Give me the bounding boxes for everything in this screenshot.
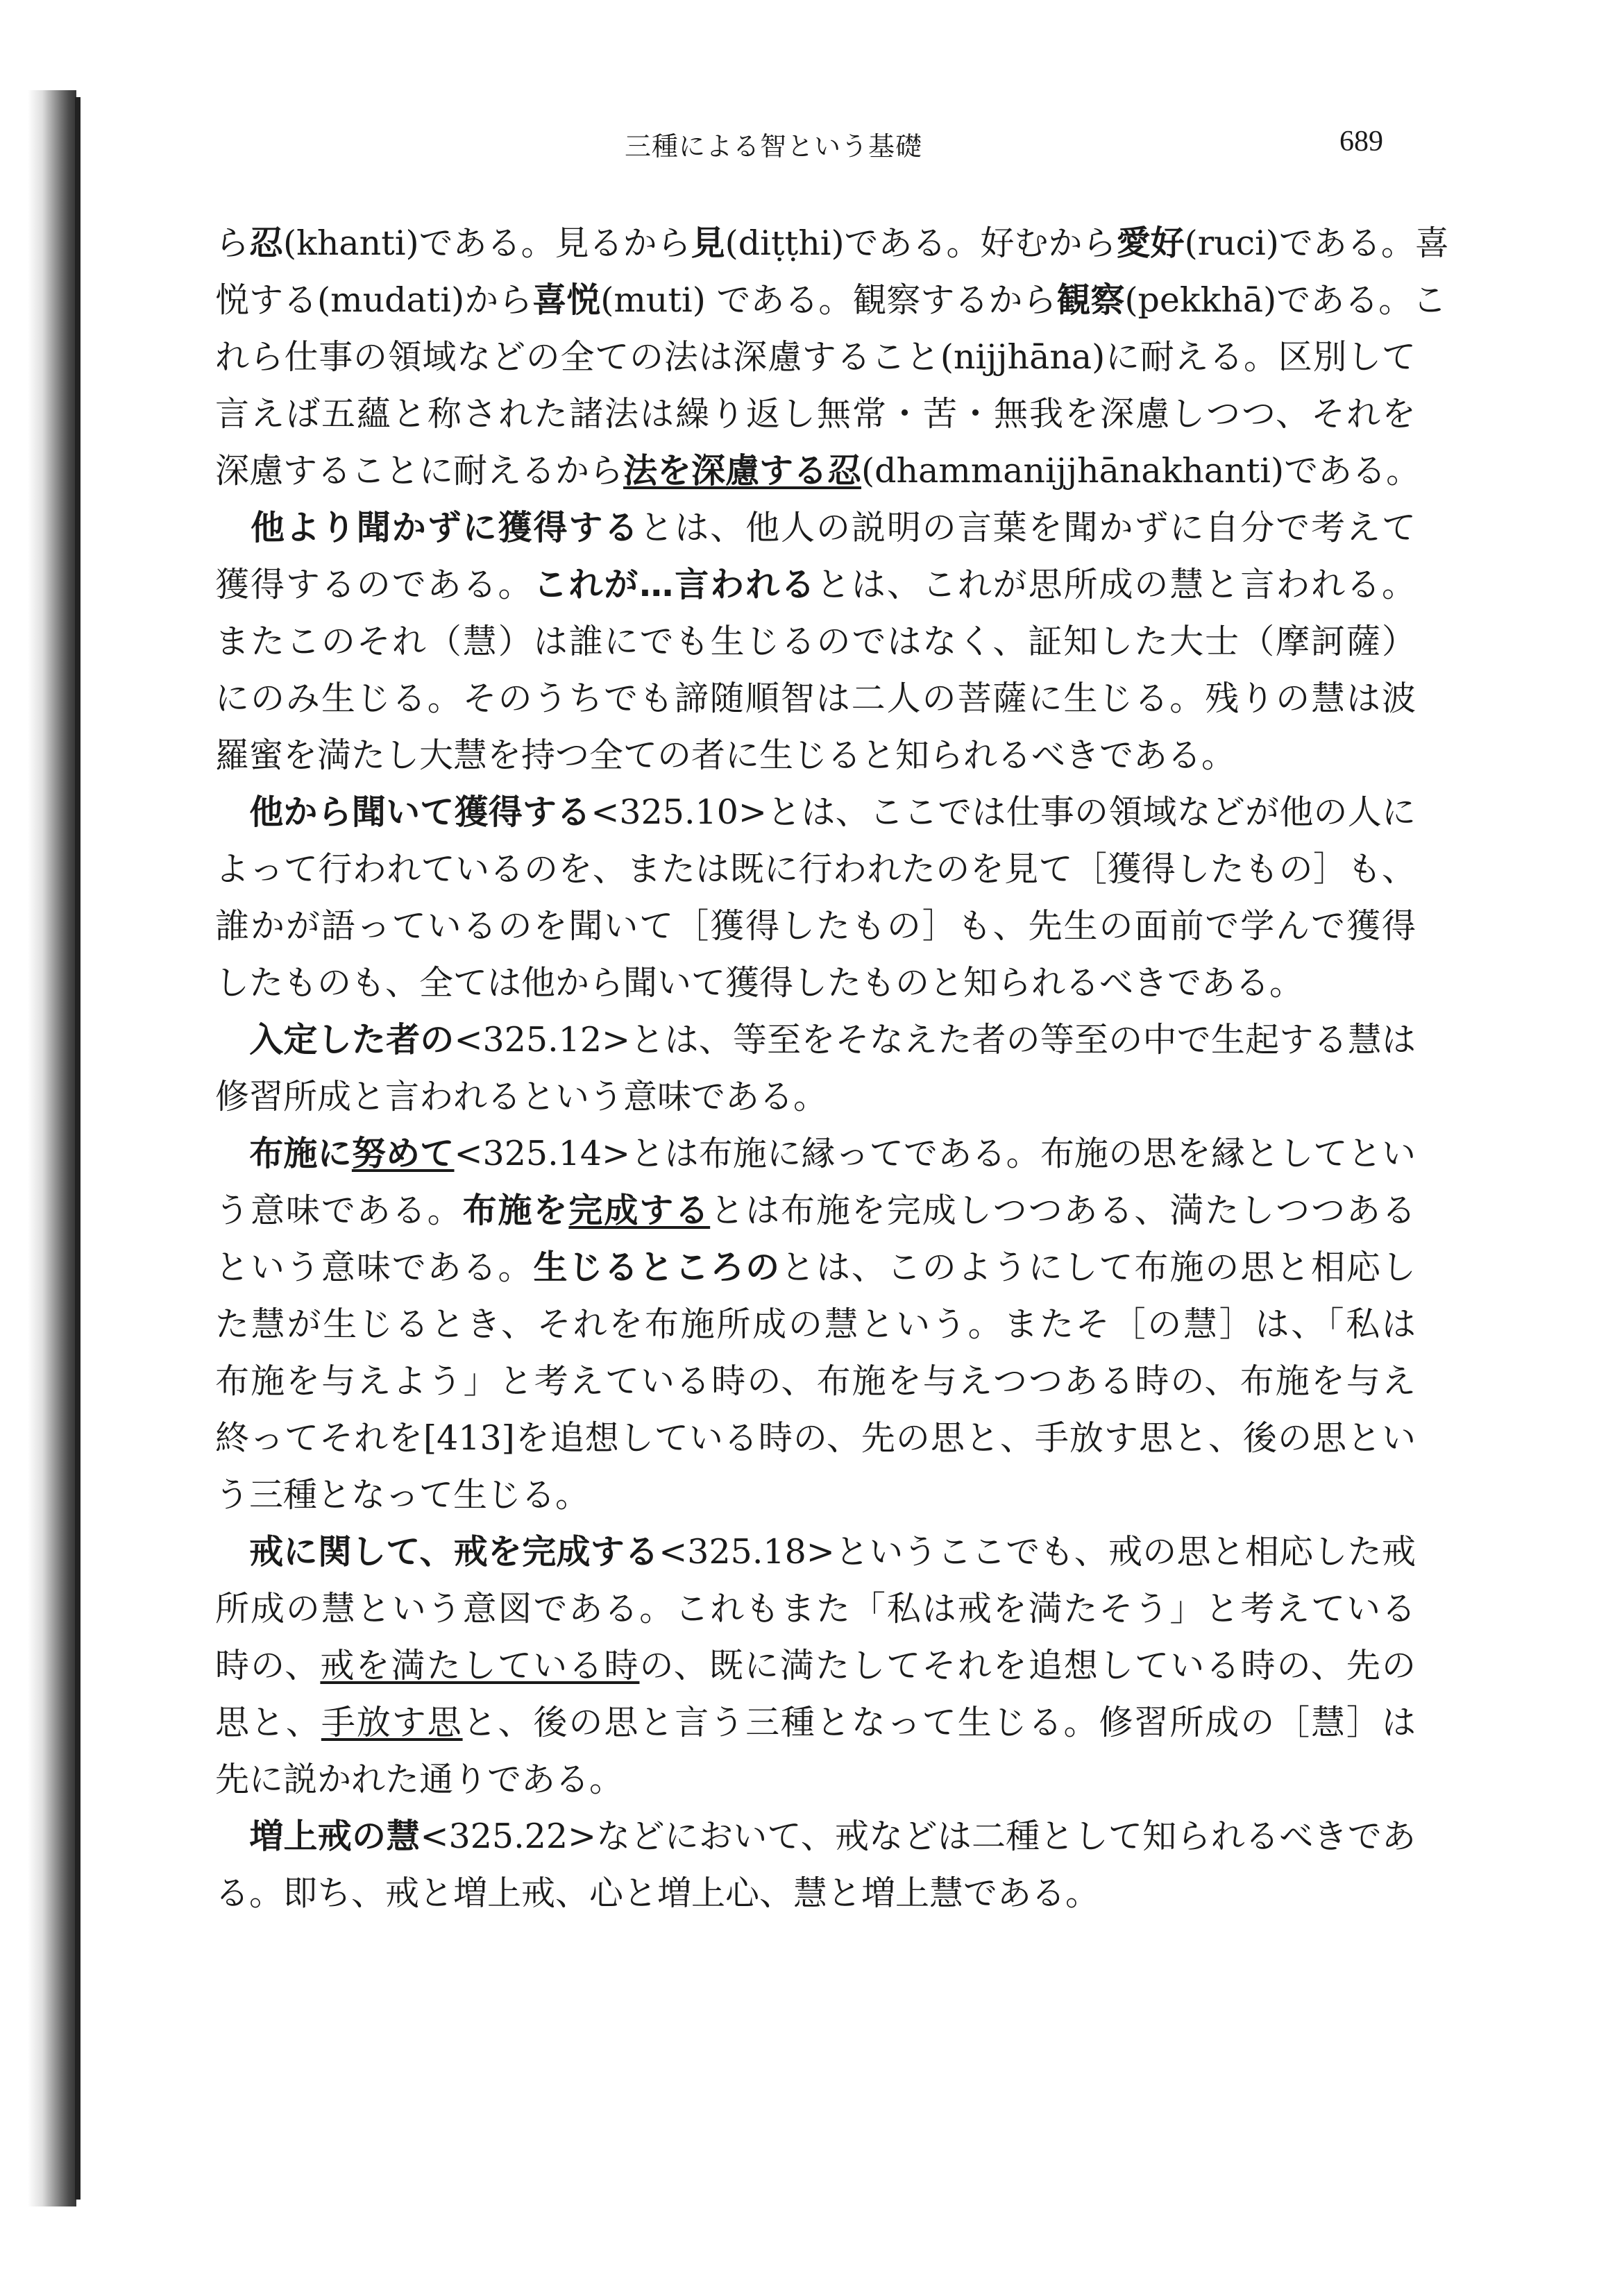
bold-term: これが…言われる: [533, 565, 816, 604]
bold-term: 忍: [249, 223, 284, 263]
text-line: [215, 500, 1416, 556]
page-number: 689: [1339, 126, 1383, 158]
text-run: う意味である。: [215, 1191, 463, 1230]
text-line: [215, 1012, 1416, 1069]
text-line: [215, 215, 1449, 272]
text-line: [215, 1638, 1416, 1694]
bold-term: 生じるところの: [533, 1248, 781, 1287]
binding-gutter-line: [75, 97, 81, 2200]
text-line: [215, 272, 1447, 329]
text-run: [215, 508, 251, 547]
text-run: 所成の慧という意図である。これもまた「私は戒を満たそう」と考えている: [215, 1589, 1416, 1629]
text-run: という意味である。: [215, 1248, 534, 1287]
text-run: [215, 1020, 249, 1060]
text-line: [215, 1694, 1416, 1751]
text-line: [215, 1581, 1416, 1638]
text-line: [215, 841, 1416, 898]
text-run: よって行われているのを、または既に行われたのを見て［獲得したもの］も、: [215, 849, 1416, 889]
text-line: [215, 329, 1416, 386]
text-run: [215, 1134, 249, 1173]
text-run: 悦する(mudati)から: [215, 280, 533, 320]
bold-term: 布施を: [462, 1191, 569, 1230]
text-run: (diṭṭhi)である。好むから: [725, 223, 1117, 263]
text-line: [215, 727, 1416, 784]
bold-term: 増上戒の慧: [249, 1817, 421, 1856]
text-line: [215, 784, 1416, 841]
text-run: [215, 792, 249, 832]
text-line: [215, 955, 1416, 1012]
text-run: れら仕事の領域などの全ての法は深慮すること(nijjhāna)に耐える。区別して: [215, 337, 1416, 377]
text-run: 布施を与えよう」と考えている時の、布施を与えつつある時の、布施を与え: [215, 1361, 1416, 1401]
text-line: [215, 1125, 1416, 1182]
bold-term: 入定した者の: [249, 1020, 455, 1060]
text-run: 思と、: [215, 1703, 321, 1742]
paragraph: [215, 500, 1416, 784]
text-run: 言えば五蘊と称された諸法は繰り返し無常・苦・無我を深慮しつつ、それを: [215, 394, 1416, 434]
text-line: [215, 556, 1416, 613]
text-run: <325.18>というここでも、戒の思と相応した戒: [659, 1532, 1416, 1572]
running-head-title: 三種による智という基礎: [625, 131, 923, 162]
text-run: とは、これが思所成の慧と言われる。: [815, 565, 1416, 604]
text-run: (pekkhā)である。こ: [1124, 280, 1447, 320]
paragraph: [215, 1808, 1416, 1922]
text-run: (khanti)である。見るから: [283, 223, 691, 263]
text-run: 修習所成と言われるという意味である。: [215, 1077, 828, 1116]
text-run: ら: [215, 223, 250, 263]
text-line: [215, 1069, 1416, 1125]
paragraph: [215, 1524, 1416, 1808]
bold-term: 他より聞かずに獲得する: [250, 508, 640, 547]
text-line: [215, 1296, 1416, 1353]
underlined-term: 戒を満たしている時: [320, 1646, 640, 1685]
text-run: <325.10>とは、ここでは仕事の領域などが他の人に: [591, 792, 1416, 832]
bold-term: 他から聞いて獲得する: [249, 792, 591, 832]
text-run: の、既に満たしてそれを追想している時の、先の: [639, 1646, 1416, 1685]
text-line: [215, 670, 1416, 727]
bold-underlined-term: 努めて: [351, 1134, 455, 1173]
text-run: [215, 1532, 249, 1572]
text-run: う三種となって生じる。: [215, 1475, 590, 1515]
text-line: [215, 1808, 1416, 1865]
text-run: [215, 1817, 249, 1856]
text-line: [215, 613, 1416, 670]
paragraph: [215, 1012, 1416, 1125]
text-run: た慧が生じるとき、それを布施所成の慧という。またそ［の慧］は、「私は: [215, 1304, 1416, 1344]
text-run: <325.12>とは、等至をそなえた者の等至の中で生起する慧は: [454, 1020, 1416, 1060]
text-line: [215, 1182, 1416, 1239]
text-run: とは、他人の説明の言葉を聞かずに自分で考えて: [639, 508, 1416, 547]
bold-term: 愛好: [1116, 223, 1185, 263]
bold-term: 喜悦: [532, 280, 601, 320]
paragraph: [215, 215, 1449, 500]
text-run: と、後の思と言う三種となって生じる。修習所成の［慧］は: [462, 1703, 1416, 1742]
text-line: [215, 1353, 1416, 1410]
paragraph: [215, 1125, 1416, 1524]
text-run: とは布施を完成しつつある、満たしつつある: [710, 1191, 1416, 1230]
bold-term: 布施に: [249, 1134, 352, 1173]
text-line: [215, 1524, 1416, 1581]
text-line: [215, 386, 1416, 443]
text-run: る。即ち、戒と増上戒、心と増上心、慧と増上慧である。: [215, 1873, 1100, 1913]
bold-term: 見: [691, 223, 725, 263]
body-text: [215, 215, 1449, 1922]
text-run: したものも、全ては他から聞いて獲得したものと知られるべきである。: [215, 963, 1304, 1003]
binding-gutter-shadow: [28, 90, 76, 2206]
text-run: 終ってそれを[413]を追想している時の、先の思と、手放す思と、後の思とい: [215, 1418, 1416, 1458]
text-line: [215, 1410, 1416, 1467]
text-line: [215, 1865, 1416, 1922]
text-line: [215, 1239, 1416, 1296]
text-run: 時の、: [215, 1646, 321, 1685]
bold-term: 戒に関して、戒を完成する: [249, 1532, 659, 1572]
text-run: <325.22>などにおいて、戒などは二種として知られるべきであ: [420, 1817, 1416, 1856]
text-run: (muti) である。観察するから: [600, 280, 1057, 320]
text-run: 深慮することに耐えるから: [215, 451, 624, 491]
text-run: 獲得するのである。: [215, 565, 534, 604]
text-run: 誰かが語っているのを聞いて［獲得したもの］も、先生の面前で学んで獲得: [215, 906, 1416, 946]
text-run: (ruci)である。喜: [1184, 223, 1449, 263]
text-run: 羅蜜を満たし大慧を持つ全ての者に生じると知られるべきである。: [215, 735, 1236, 775]
text-line: [215, 443, 1421, 500]
text-line: [215, 898, 1416, 955]
underlined-term: 手放す思: [321, 1703, 463, 1742]
text-run: にのみ生じる。そのうちでも諦随順智は二人の菩薩に生じる。残りの慧は波: [215, 679, 1416, 718]
text-run: 先に説かれた通りである。: [215, 1760, 624, 1799]
text-line: [215, 1467, 1416, 1524]
bold-underlined-term: 法を深慮する忍: [623, 451, 862, 491]
bold-term: 観察: [1056, 280, 1125, 320]
text-run: <325.14>とは布施に縁ってである。布施の思を縁としてとい: [454, 1134, 1416, 1173]
text-run: とは、このようにして布施の思と相応し: [781, 1248, 1416, 1287]
text-line: [215, 1751, 1416, 1808]
text-run: (dhammanijjhānakhanti)である。: [861, 451, 1421, 491]
bold-underlined-term: 完成する: [568, 1191, 711, 1230]
paragraph: [215, 784, 1416, 1012]
text-run: またこのそれ（慧）は誰にでも生じるのではなく、証知した大士（摩訶薩）: [215, 622, 1416, 661]
